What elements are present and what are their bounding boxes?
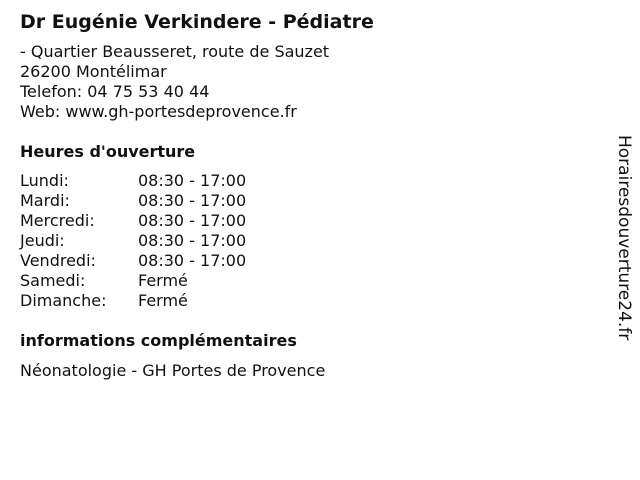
hours-table: [20, 171, 600, 311]
hours-row-sunday: [20, 291, 600, 311]
hours-day: Dimanche:: [20, 291, 107, 310]
hours-day: Lundi:: [20, 171, 69, 190]
address-line-1: - Quartier Beausseret, route de Sauzet: [20, 42, 330, 61]
hours-row-saturday: [20, 271, 600, 291]
hours-row-wednesday: [20, 211, 600, 231]
hours-heading: Heures d'ouverture: [20, 142, 196, 161]
hours-time: 08:30 - 17:00: [138, 171, 247, 190]
site-watermark: Horairesdouverture24.fr: [614, 135, 634, 341]
address-line-2: 26200 Montélimar: [20, 62, 167, 81]
hours-day: Mardi:: [20, 191, 70, 210]
website: Web: www.gh-portesdeprovence.fr: [20, 102, 297, 121]
hours-time: 08:30 - 17:00: [138, 231, 247, 250]
hours-row-friday: [20, 251, 600, 271]
hours-time: Fermé: [138, 291, 188, 310]
hours-row-thursday: [20, 231, 600, 251]
business-card: [20, 8, 600, 381]
hours-time: 08:30 - 17:00: [138, 191, 247, 210]
info-heading: informations complémentaires: [20, 331, 297, 350]
hours-time: Fermé: [138, 271, 188, 290]
hours-day: Vendredi:: [20, 251, 96, 270]
hours-day: Jeudi:: [20, 231, 65, 250]
hours-row-tuesday: [20, 191, 600, 211]
page-title: Dr Eugénie Verkindere - Pédiatre: [20, 11, 374, 33]
phone-number: Telefon: 04 75 53 40 44: [20, 82, 210, 101]
hours-row-monday: [20, 171, 600, 191]
hours-day: Samedi:: [20, 271, 86, 290]
address-block: [20, 42, 600, 122]
hours-day: Mercredi:: [20, 211, 95, 230]
hours-time: 08:30 - 17:00: [138, 251, 247, 270]
hours-time: 08:30 - 17:00: [138, 211, 247, 230]
info-text: Néonatologie - GH Portes de Provence: [20, 361, 326, 380]
